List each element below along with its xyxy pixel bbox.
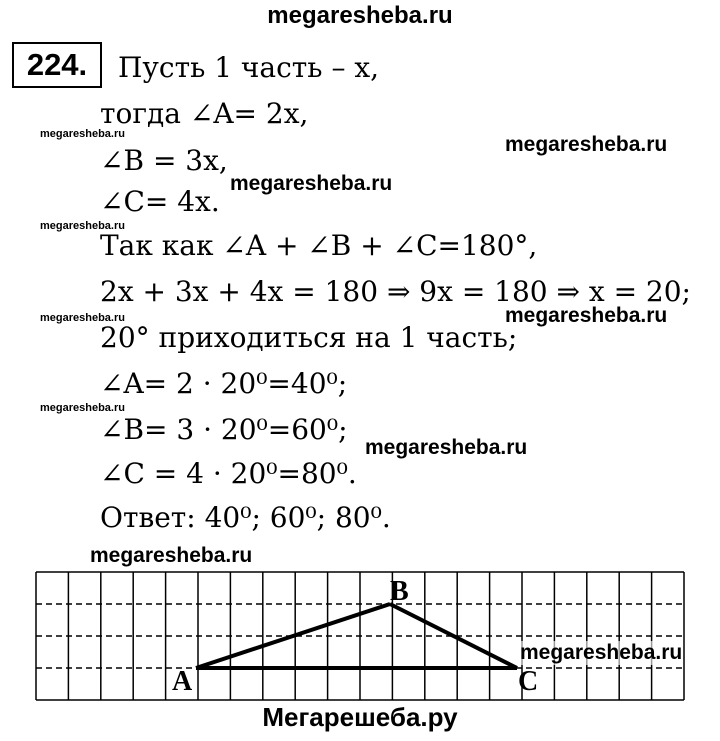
watermark-mid-1: megaresheba.ru	[505, 133, 668, 156]
watermark-small-1: megaresheba.ru	[40, 128, 125, 140]
solution-line-1: Пусть 1 часть – x,	[118, 51, 380, 84]
watermark-mid-2: megaresheba.ru	[230, 172, 393, 195]
solution-line-6: 2x + 3x + 4x = 180 ⇒ 9x = 180 ⇒ x = 20;	[100, 275, 691, 308]
watermark-small-3: megaresheba.ru	[40, 312, 125, 324]
solution-line-11: Ответ: 40⁰; 60⁰; 80⁰.	[100, 501, 391, 534]
watermark-mid-5: megaresheba.ru	[90, 544, 253, 567]
vertex-c-label: C	[518, 666, 539, 697]
vertex-b-label: B	[390, 576, 409, 607]
watermark-mid-4: megaresheba.ru	[365, 436, 528, 459]
watermark-mid-6: megaresheba.ru	[520, 641, 683, 664]
watermark-top: megaresheba.ru	[267, 2, 453, 29]
solution-line-7: 20° приходиться на 1 часть;	[100, 321, 518, 354]
footer-site-name: Мегарешеба.ру	[262, 702, 458, 732]
solution-line-2: тогда ∠A= 2x,	[100, 97, 309, 130]
vertex-a-label: A	[172, 666, 193, 697]
problem-number: 224.	[12, 42, 102, 88]
solution-line-8: ∠A= 2 · 20⁰=40⁰;	[100, 367, 348, 400]
solution-line-4: ∠C= 4x.	[100, 185, 220, 218]
watermark-small-4: megaresheba.ru	[40, 402, 125, 414]
watermark-mid-3: megaresheba.ru	[505, 304, 668, 327]
solution-line-5: Так как ∠A + ∠B + ∠C=180°,	[100, 229, 538, 262]
watermark-small-2: megaresheba.ru	[40, 220, 125, 232]
solution-line-3: ∠B = 3x,	[100, 144, 228, 177]
solution-line-9: ∠B= 3 · 20⁰=60⁰;	[100, 413, 348, 446]
solution-line-10: ∠C = 4 · 20⁰=80⁰.	[100, 457, 357, 490]
